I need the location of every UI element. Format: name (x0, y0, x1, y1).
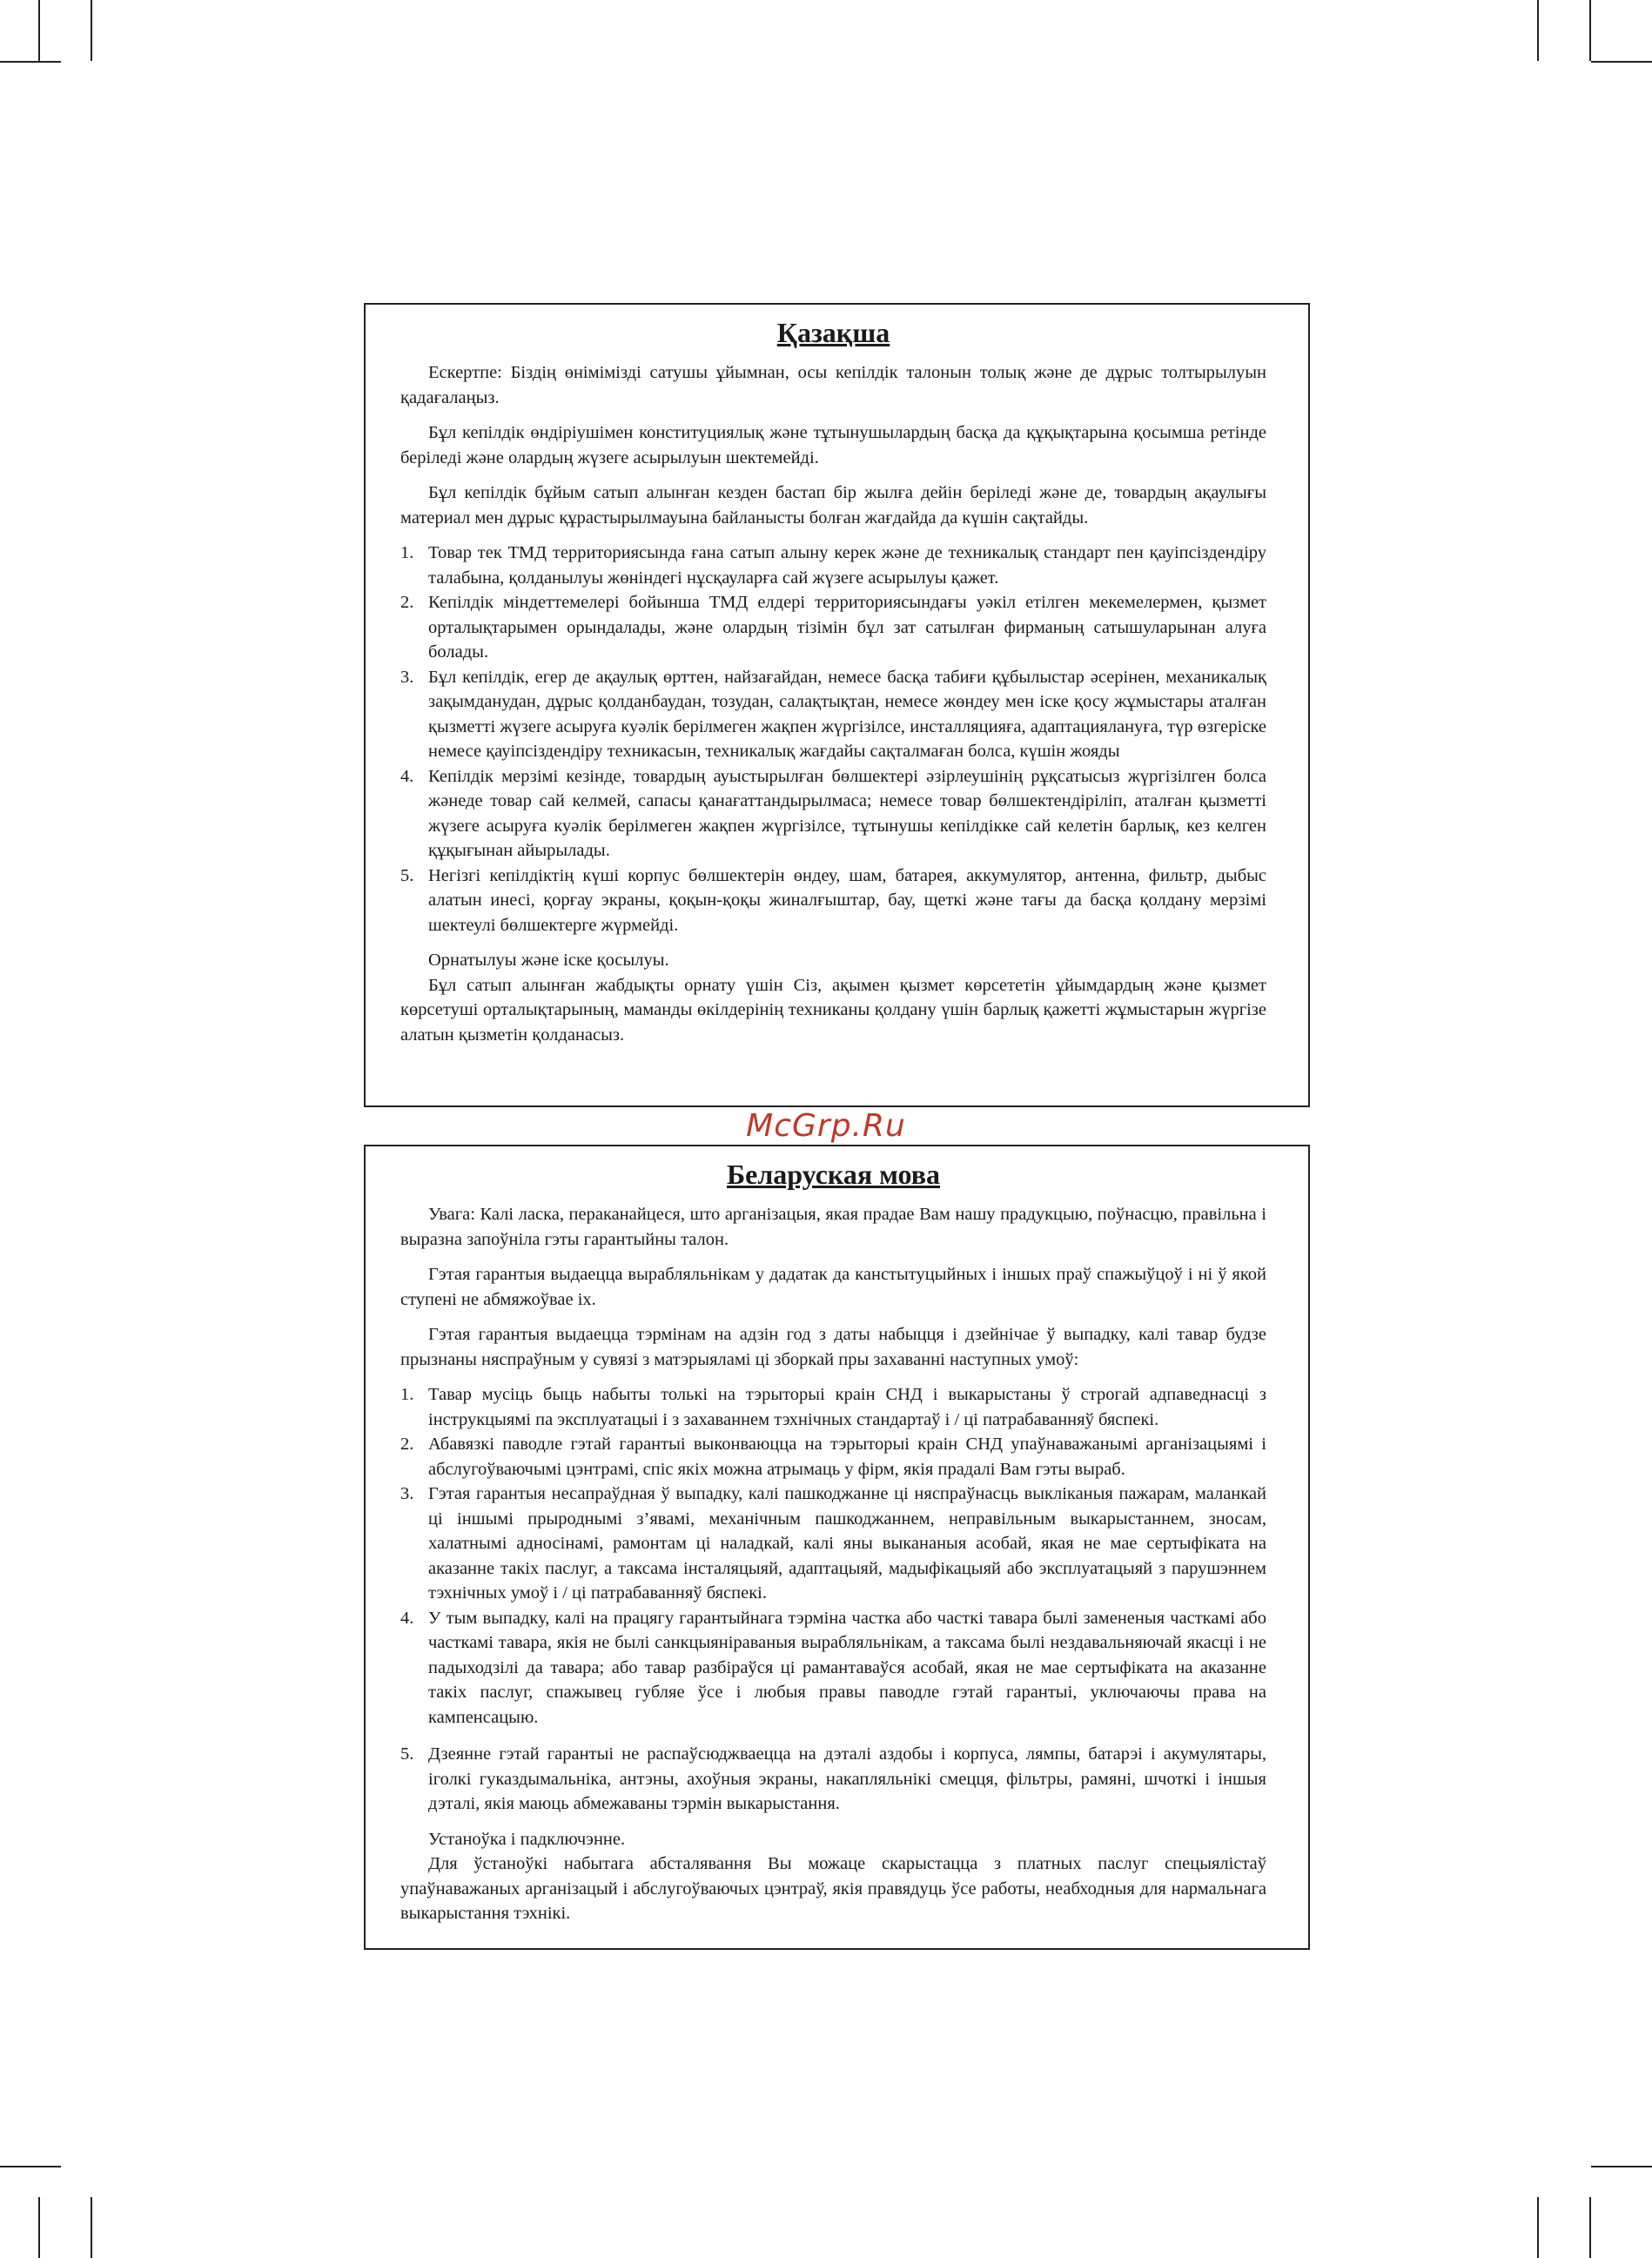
paragraph: Гэтая гарантыя выдаецца вырабляльнікам у дадатак да канстытуцыйных і іншых праў спажыўцоў і ні ў якой ступені не абмяжоўвае іх. (400, 1265, 1266, 1309)
paragraph: Бұл кепілдік бұйым сатып алынған кезден бастап бір жылға дейін беріледі және де, товардың ақаулығы материал мен дұрыс құрастырылмауына байланысты болған жағдайда да күшін сақтайды. (400, 483, 1266, 528)
list-item (400, 764, 1266, 864)
item-number: 2. (400, 593, 414, 612)
paragraph: Устаноўка і падключэнне. (428, 1829, 626, 1849)
crop-mark (0, 2166, 61, 2167)
watermark: McGrp.Ru (746, 1108, 906, 1144)
item-text: Абавязкі паводле гэтай гарантыі выконваюцца на тэрыторыі краін СНД упаўнаважанымі арганізацыямі і абслугоўваючымі цэнтрамі, спіс якіх можна атрымаць у фірм, якія прадалі Вам гэты выраб. (428, 1435, 1266, 1479)
item-number: 1. (400, 543, 414, 562)
item-text: Тавар мусіць быць набыты толькі на тэрыторыі краін СНД і выкарыстаны ў строгай адпаведнасці з інструкцыямі па эксплуатацыі і з захаваннем тэхнічных стандартаў і / ці патрабаванняў бяспекі. (428, 1385, 1266, 1429)
item-number: 5. (400, 865, 414, 885)
list-item (400, 1606, 1266, 1730)
crop-mark (1537, 2197, 1539, 2258)
item-text: Гэтая гарантыя несапраўдная ў выпадку, калі пашкоджанне ці няспраўнасць выкліканыя пажарам, маланкай ці іншымі прыроднымі з’явамі, механічным пашкоджаннем, неправільным выкарыстаннем, зносам, халатнымі адносінамі, рамонтам ці наладкай, калі яны выкананыя асобай, якая не мае сертыфіката на аказанне такіх паслуг, а таксама інсталяцыяй, адаптацыяй, мадыфікацыяй або эксплуатацыяй з парушэннем тэхнічных умоў і / ці патрабаванняў бяспекі. (428, 1484, 1266, 1603)
belarusian-section (364, 1145, 1310, 1950)
item-text: Негізгі кепілдіктің күші корпус бөлшектерін өндеу, шам, батарея, аккумулятор, антенна, фильтр, дыбыс алатын инесі, қорғау экраны, қоқын-қоқы жиналғыштар, бау, щеткі және тағы да басқа қолдану мерзімі шектеулі бөлшектерге жүрмейді. (428, 865, 1266, 935)
crop-mark (1591, 61, 1652, 63)
paragraph: Бұл сатып алынған жабдықты орнату үшін Сіз, ақымен қызмет көрсететін ұйымдардың және қызмет көрсетуші орталықтарының, маманды өкілдерінің техниканы қолдану үшін барлық қажетті жұмыстарын жүргізе алатын қызметін қолданасыз. (400, 975, 1266, 1045)
list-item (400, 1432, 1266, 1482)
section-title: Беларуская мова (726, 1159, 941, 1190)
paragraph: Бұл кепілдік өндіріушімен конституциялық және тұтынушылардың басқа да құқықтарына қосымша ретінде беріледі және олардың жүзеге асырылуын шектемейді. (400, 423, 1266, 467)
item-number: 4. (400, 766, 414, 786)
list-item (400, 1482, 1266, 1606)
item-number: 3. (400, 1484, 414, 1503)
item-number: 5. (400, 1744, 414, 1764)
list-item (400, 541, 1266, 590)
crop-mark (1589, 0, 1591, 61)
crop-mark (91, 0, 92, 61)
paragraph: Ескертпе: Біздің өнімімізді сатушы ұйымнан, осы кепілдік талонын толық және де дұрыс толтырылуын қадағалаңыз. (400, 363, 1266, 407)
section-title: Қазақша (776, 317, 890, 348)
item-text: Кепілдік мерзімі кезінде, товардың ауыстырылған бөлшектері әзірлеушінің рұқсатысыз жүргізілген болса жәнеде товар сай келмей, сапасы қанағаттандырылмаса; немесе товар бөлшектендіріліп, аталған қызметті жүзеге асыруға куәлік берілмеген жақпен жүргізілсе, тұтынушы кепілдікке сай келетін барлық, кез келген құқығынан айырылады. (428, 766, 1266, 860)
item-number: 4. (400, 1608, 414, 1628)
list-item (400, 864, 1266, 938)
item-number: 3. (400, 667, 414, 687)
paragraph: Гэтая гарантыя выдаецца тэрмінам на адзін год з даты набыцця і дзейнічае ў выпадку, калі тавар будзе прызнаны няспраўным у сувязі з матэрыяламі ці зборкай пры захаванні наступных умоў: (400, 1325, 1266, 1369)
crop-mark (1589, 2197, 1591, 2258)
kazakh-section (364, 303, 1310, 1107)
paragraph: Для ўстаноўкі набытага абсталявання Вы можаце скарыстацца з платных паслуг спецыялістаў упаўнаважаных арганізацый і абслугоўваючых цэнтраў, якія правядуць ўсе работы, неабходныя для нармальнага выкарыстання тэхнікі. (400, 1854, 1266, 1923)
item-number: 2. (400, 1435, 414, 1454)
list-item (400, 665, 1266, 764)
item-number: 1. (400, 1385, 414, 1404)
conditions-list (400, 541, 1266, 937)
crop-mark (38, 2197, 40, 2258)
crop-mark (1591, 2166, 1652, 2167)
crop-mark (38, 0, 40, 61)
item-text: У тым выпадку, калі на працягу гарантыйнага тэрміна частка або часткі тавара былі замененыя часткамі або часткамі тавара, якія не былі санкцыянiраваныя вырабляльнікам, а таксама былі нездавальняючай якасці і не падыходзілі да тавара; або тавар разбіраўся ці рамантаваўся асобай, якая не мае сертыфіката на аказанне такіх паслуг, спажывец губляе ўсе і любыя правы паводле гэтай гарантыі, уключаючы права на кампенсацыю. (428, 1608, 1266, 1727)
crop-mark (0, 61, 61, 63)
item-text: Бұл кепілдік, егер де ақаулық өрттен, найзағайдан, немесе басқа табиғи құбылыстар әсерінен, механикалық зақымданудан, дұрыс қолданбаудан, тозудан, салақтықтан, немесе жөндеу мен іске қосу жұмыстары аталған қызметті жүзеге асыруға куәлік берілмеген жақпен жүргізілсе, инсталляцияға, адаптациялануға, түр өзгеріске немесе қауіпсіздендіру техникасын, техникалық жағдайы сақталмаған болса, күшін жояды (428, 667, 1266, 761)
paragraph: Увага: Калі ласка, пераканайцеся, што арганізацыя, якая прадае Вам нашу прадукцыю, поўнасцю, правільна і выразна запоўніла гэты гарантыйны талон. (400, 1205, 1266, 1249)
item-text: Товар тек ТМД территориясында ғана сатып алыну керек және де техникалық стандарт пен қауіпсіздендіру талабына, қолданылуы жөніндегі нұсқауларға сай жүзеге асырылуы қажет. (428, 543, 1266, 588)
conditions-list (400, 1382, 1266, 1817)
list-item (400, 1382, 1266, 1432)
item-text: Дзеянне гэтай гарантыі не распаўсюджваецца на дэталі аздобы і корпуса, лямпы, батарэі і акумулятары, іголкі гуказдымальніка, антэны, ахоўныя экраны, накапляльнікі смецця, фільтры, рамяні, шчоткі і іншыя дэталі, якія маюць абмежаваны тэрмін выкарыстання. (428, 1744, 1266, 1813)
list-item (400, 590, 1266, 665)
crop-mark (1537, 0, 1539, 61)
list-item (400, 1742, 1266, 1817)
item-text: Кепілдік міндеттемелері бойынша ТМД елдері территориясындағы уәкіл етілген мекемелермен, қызмет орталықтарымен орындалады, және олардың тізімін бұл зат сатылған фирманың сатышуларынан алуға болады. (428, 593, 1266, 662)
paragraph: Орнатылуы және іске қосылуы. (428, 951, 669, 970)
crop-mark (91, 2197, 92, 2258)
